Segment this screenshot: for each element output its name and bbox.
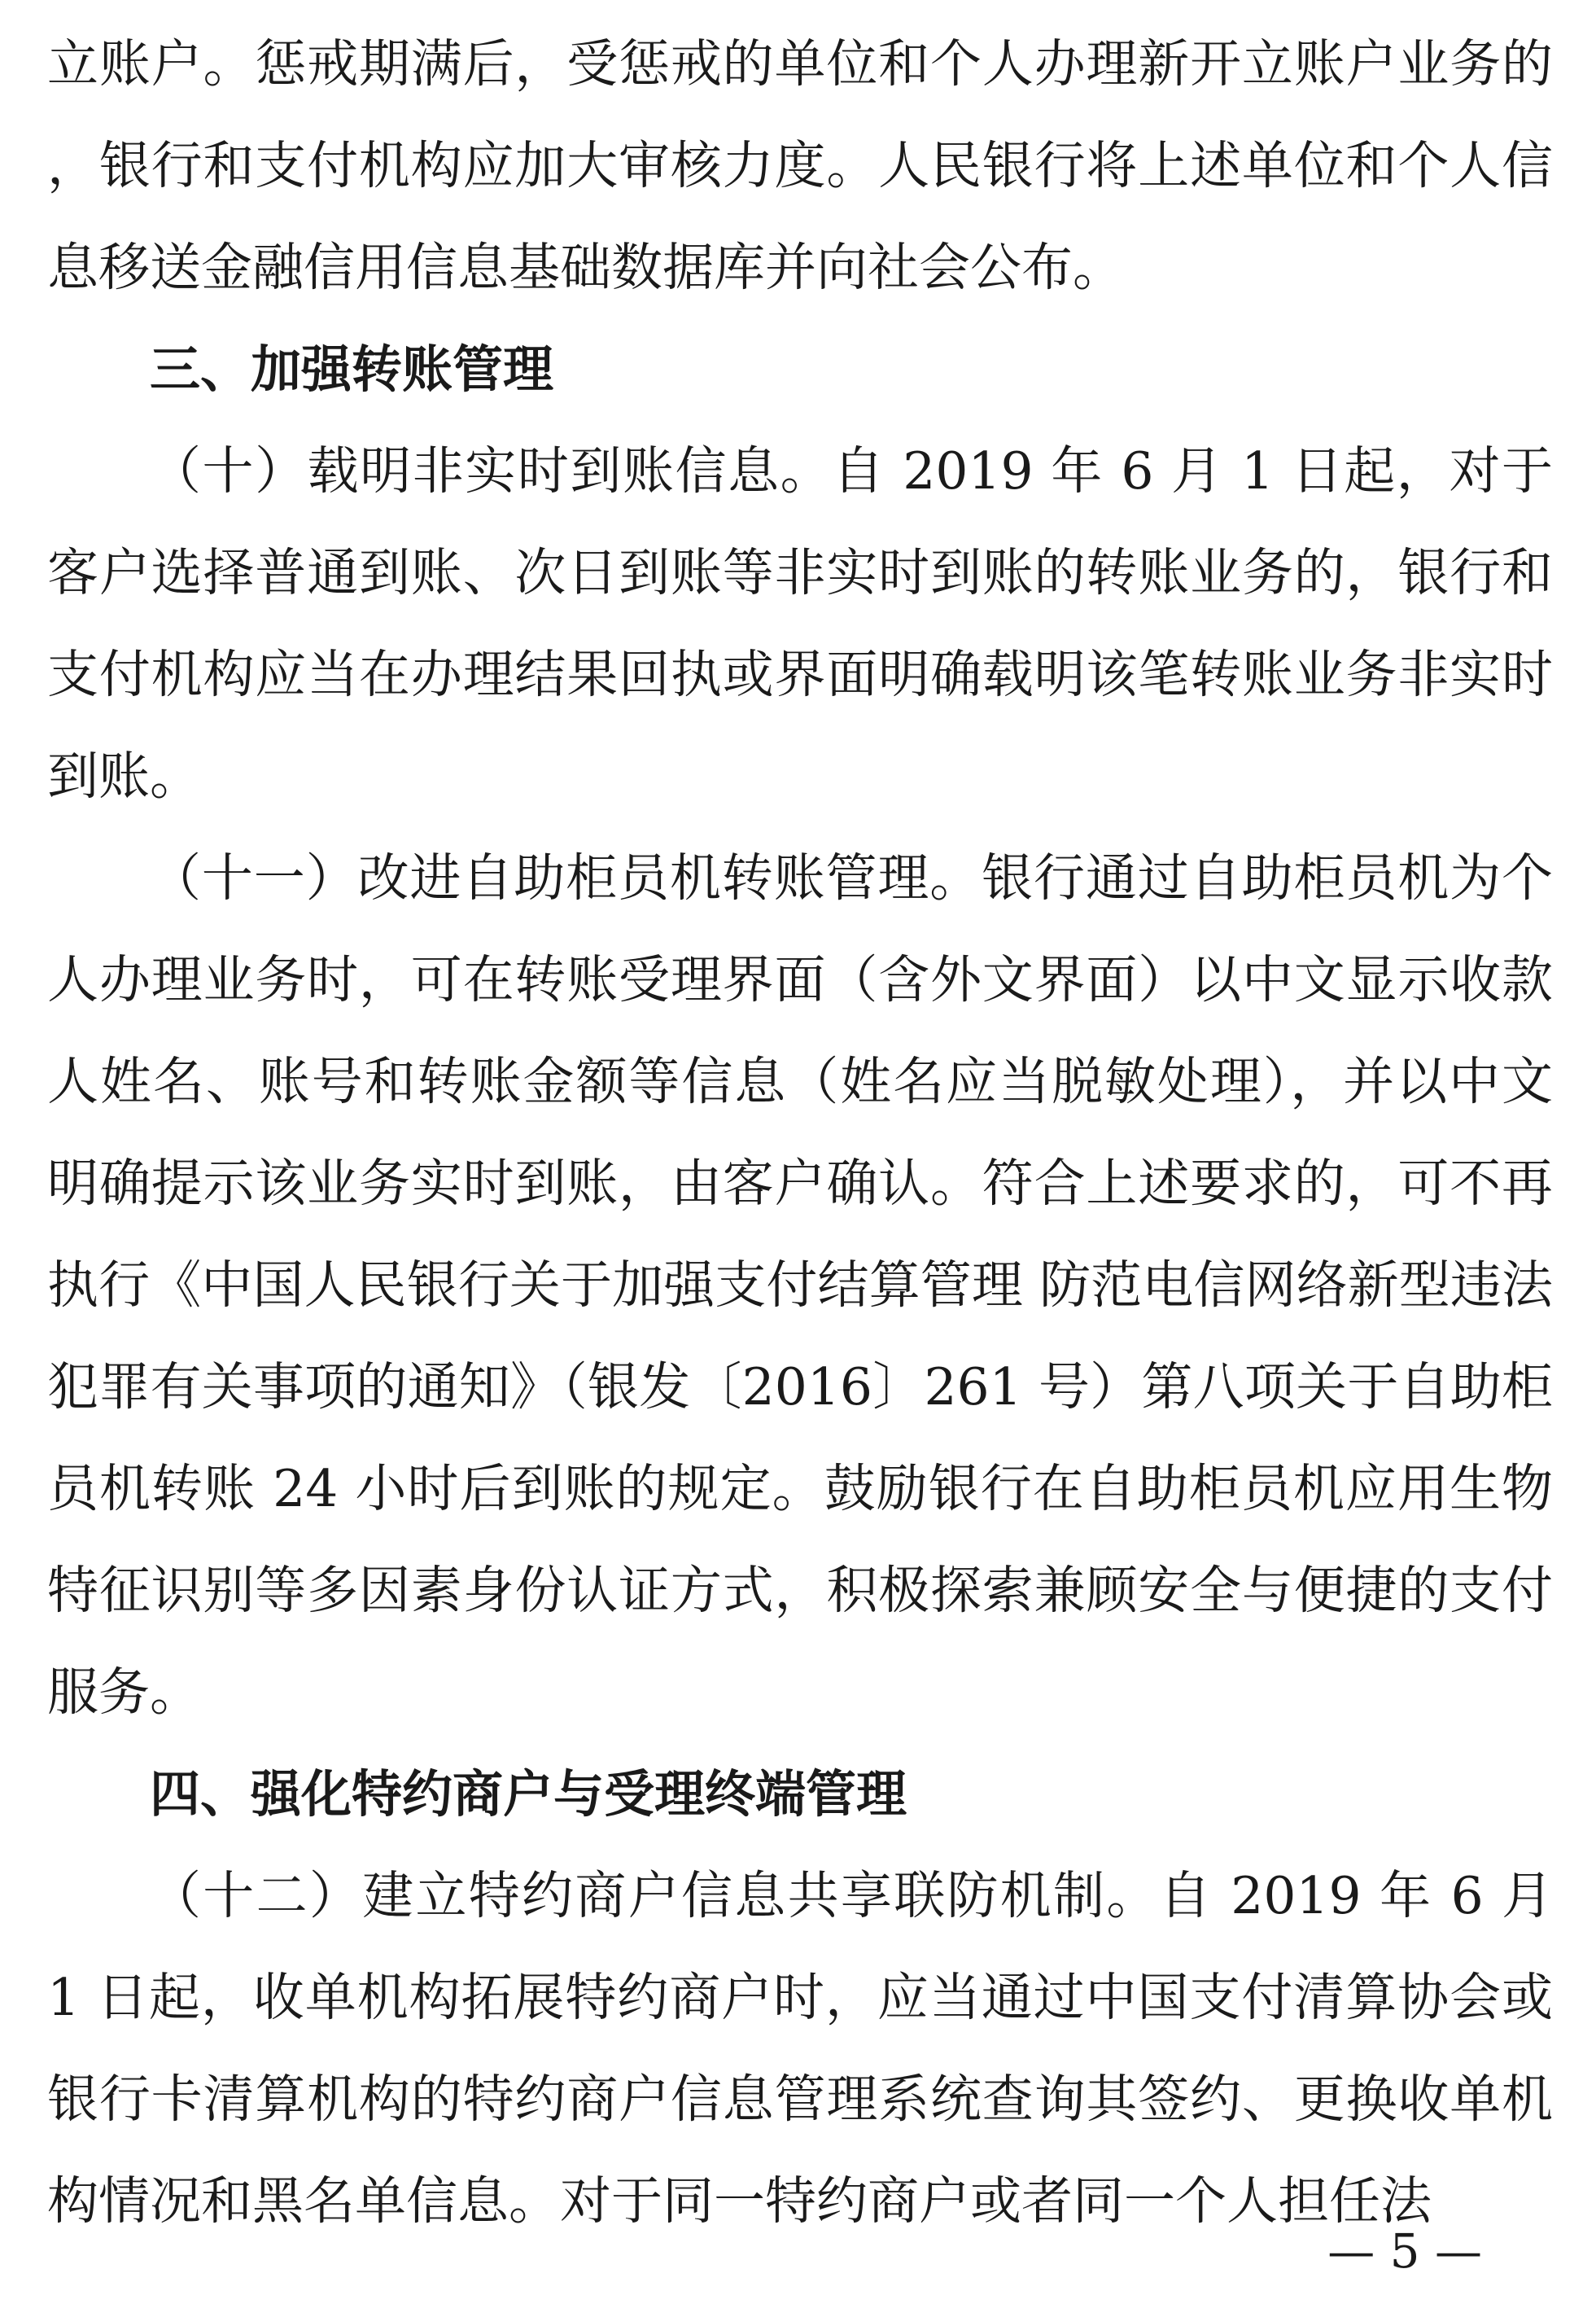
document-body bbox=[47, 13, 1553, 2252]
paragraph-item-10: （十）载明非实时到账信息。自 2019 年 6 月 1 日起，对于客户选择普通到账、次日到账等非实时到账的转账业务的，银行和支付机构应当在办理结果回执或界面明确载明该笔转账业务非实时到账。 bbox=[47, 441, 1553, 806]
paragraph-continued: 立账户。惩戒期满后，受惩戒的单位和个人办理新开立账户业务的，银行和支付机构应加大审核力度。人民银行将上述单位和个人信息移送金融信用信息基础数据库并向社会公布。 bbox=[47, 34, 1553, 297]
page-number: — 5 — bbox=[1327, 2223, 1482, 2279]
paragraph-item-12: （十二）建立特约商户信息共享联防机制。自 2019 年 6 月 1 日起，收单机构拓展特约商户时，应当通过中国支付清算协会或银行卡清算机构的特约商户信息管理系统查询其签约、更换收单机构情况和黑名单信息。对于同一特约商户或者同一个人担任法 bbox=[47, 1866, 1553, 2231]
section-heading-merchant-terminal-management: 四、强化特约商户与受理终端管理 bbox=[150, 1764, 907, 1824]
section-heading-transfer-management: 三、加强转账管理 bbox=[150, 339, 554, 399]
paragraph-item-11: （十一）改进自助柜员机转账管理。银行通过自助柜员机为个人办理业务时，可在转账受理界面（含外文界面）以中文显示收款人姓名、账号和转账金额等信息（姓名应当脱敏处理），并以中文明确提示该业务实时到账，由客户确认。符合上述要求的，可不再执行《中国人民银行关于加强支付结算管理 防范电信网络新型违法犯罪有关事项的通知》（银发〔2016〕261 号）第八项关于自助柜员机转账 24 小时后到账的规定。鼓励银行在自助柜员机应用生物特征识别等多因素身份认证方式，积极探索兼顾安全与便捷的支付服务。 bbox=[47, 848, 1553, 1722]
